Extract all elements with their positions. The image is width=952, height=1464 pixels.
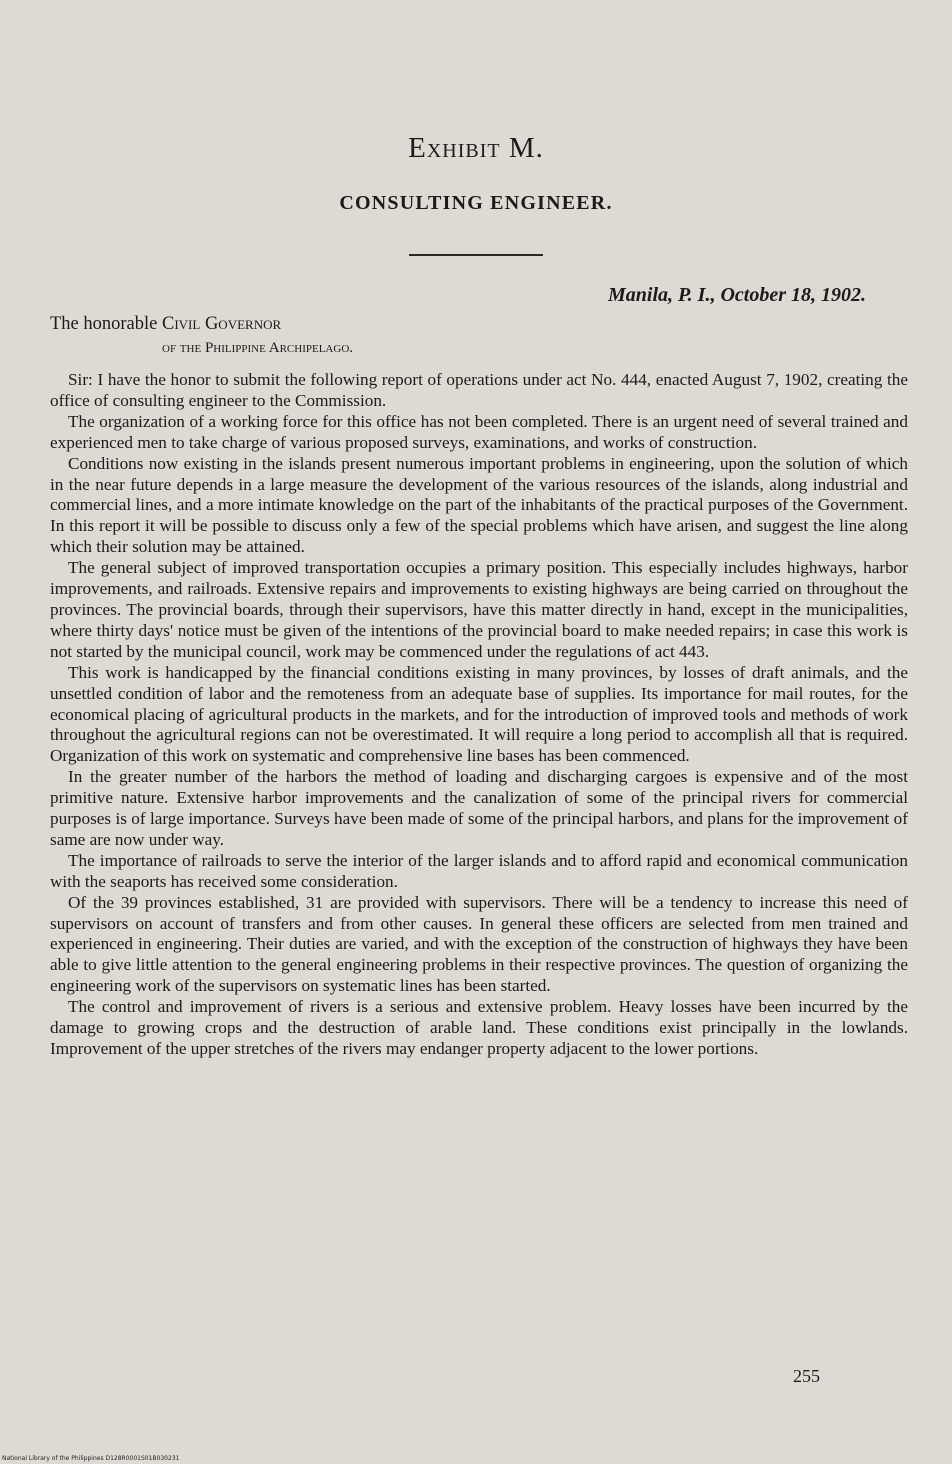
paragraph: The general subject of improved transportation occupies a primary position. This especially includes highways, harbor improvements, and railroads. Extensive repairs and improvements to existing highways are being carried on throughout the provinces. The provincial boards, through their supervisors, have this matter directly in hand, except in the municipalities, where thirty days' notice must be given of the intentions of the provincial board to make needed repairs; in case this work is not started by the municipal council, work may be commenced under the regulations of act 443. <box>50 558 908 661</box>
addressee-line-1 <box>50 312 353 336</box>
addressee-line-2: of the Philippine Archipelago. <box>162 340 354 356</box>
title-divider <box>409 254 543 256</box>
paragraph: In the greater number of the harbors the method of loading and discharging cargoes is expensive and of the most primitive nature. Extensive harbor improvements and the canalization of some of the principal rivers for commercial purposes is of large importance. Surveys have been made of some of the principal harbors, and plans for the improvement of same are now under way. <box>50 767 908 849</box>
addressee-prefix: The honorable <box>50 314 162 334</box>
paragraph: Sir: I have the honor to submit the following report of operations under act No. 444, enacted August 7, 1902, creating the office of consulting engineer to the Commission. <box>50 370 908 410</box>
paragraph: Conditions now existing in the islands present numerous important problems in engineering, upon the solution of which in the near future depends in a large measure the development of the various resources of the islands, along industrial and commercial lines, and a more intimate knowledge on the part of the inhabitants of the practical purposes of the Government. In this report it will be possible to discuss only a few of the special problems which have arisen, and suggest the line along which their solution may be attained. <box>50 453 908 557</box>
addressee-title: Civil Governor <box>162 314 282 334</box>
page-number: 255 <box>793 1366 820 1386</box>
dateline: Manila, P. I., October 18, 1902. <box>608 284 866 306</box>
section-title: CONSULTING ENGINEER. <box>339 192 613 214</box>
letter-body <box>50 370 908 1060</box>
paragraph: The importance of railroads to serve the interior of the larger islands and to afford rapid and economical communication with the seaports has received some consideration. <box>50 850 908 891</box>
exhibit-title: Exhibit M. <box>408 132 544 164</box>
paragraph: Of the 39 provinces established, 31 are provided with supervisors. There will be a tendency to increase this need of supervisors on account of transfers and from other causes. In general these officers are selected from men trained and experienced in engineering. Their duties are varied, and with the exception of the construction of highways they have been able to give little attention to the general engineering problems in their respective provinces. The question of organizing the engineering work of the supervisors on systematic lines has been started. <box>50 892 908 996</box>
archive-footer: National Library of the Philippines D128R0001S01B030231 <box>2 1455 180 1462</box>
paragraph: This work is handicapped by the financial conditions existing in many provinces, by losses of draft animals, and the unsettled condition of labor and the remoteness from an adequate base of supplies. Its importance for mail routes, for the economical placing of agricultural products in the markets, and for the introduction of improved tools and methods of work throughout the agricultural regions can not be overestimated. It will require a long period to accomplish all that is required. Organization of this work on systematic and comprehensive line bases has been commenced. <box>50 662 908 766</box>
paragraph: The organization of a working force for this office has not been completed. There is an urgent need of several trained and experienced men to take charge of various proposed surveys, examinations, and works of construction. <box>50 411 908 452</box>
addressee <box>50 312 353 360</box>
paragraph: The control and improvement of rivers is a serious and extensive problem. Heavy losses have been incurred by the damage to growing crops and the destruction of arable land. These conditions exist principally in the lowlands. Improvement of the upper stretches of the rivers may endanger property adjacent to the lower portions. <box>50 997 908 1058</box>
